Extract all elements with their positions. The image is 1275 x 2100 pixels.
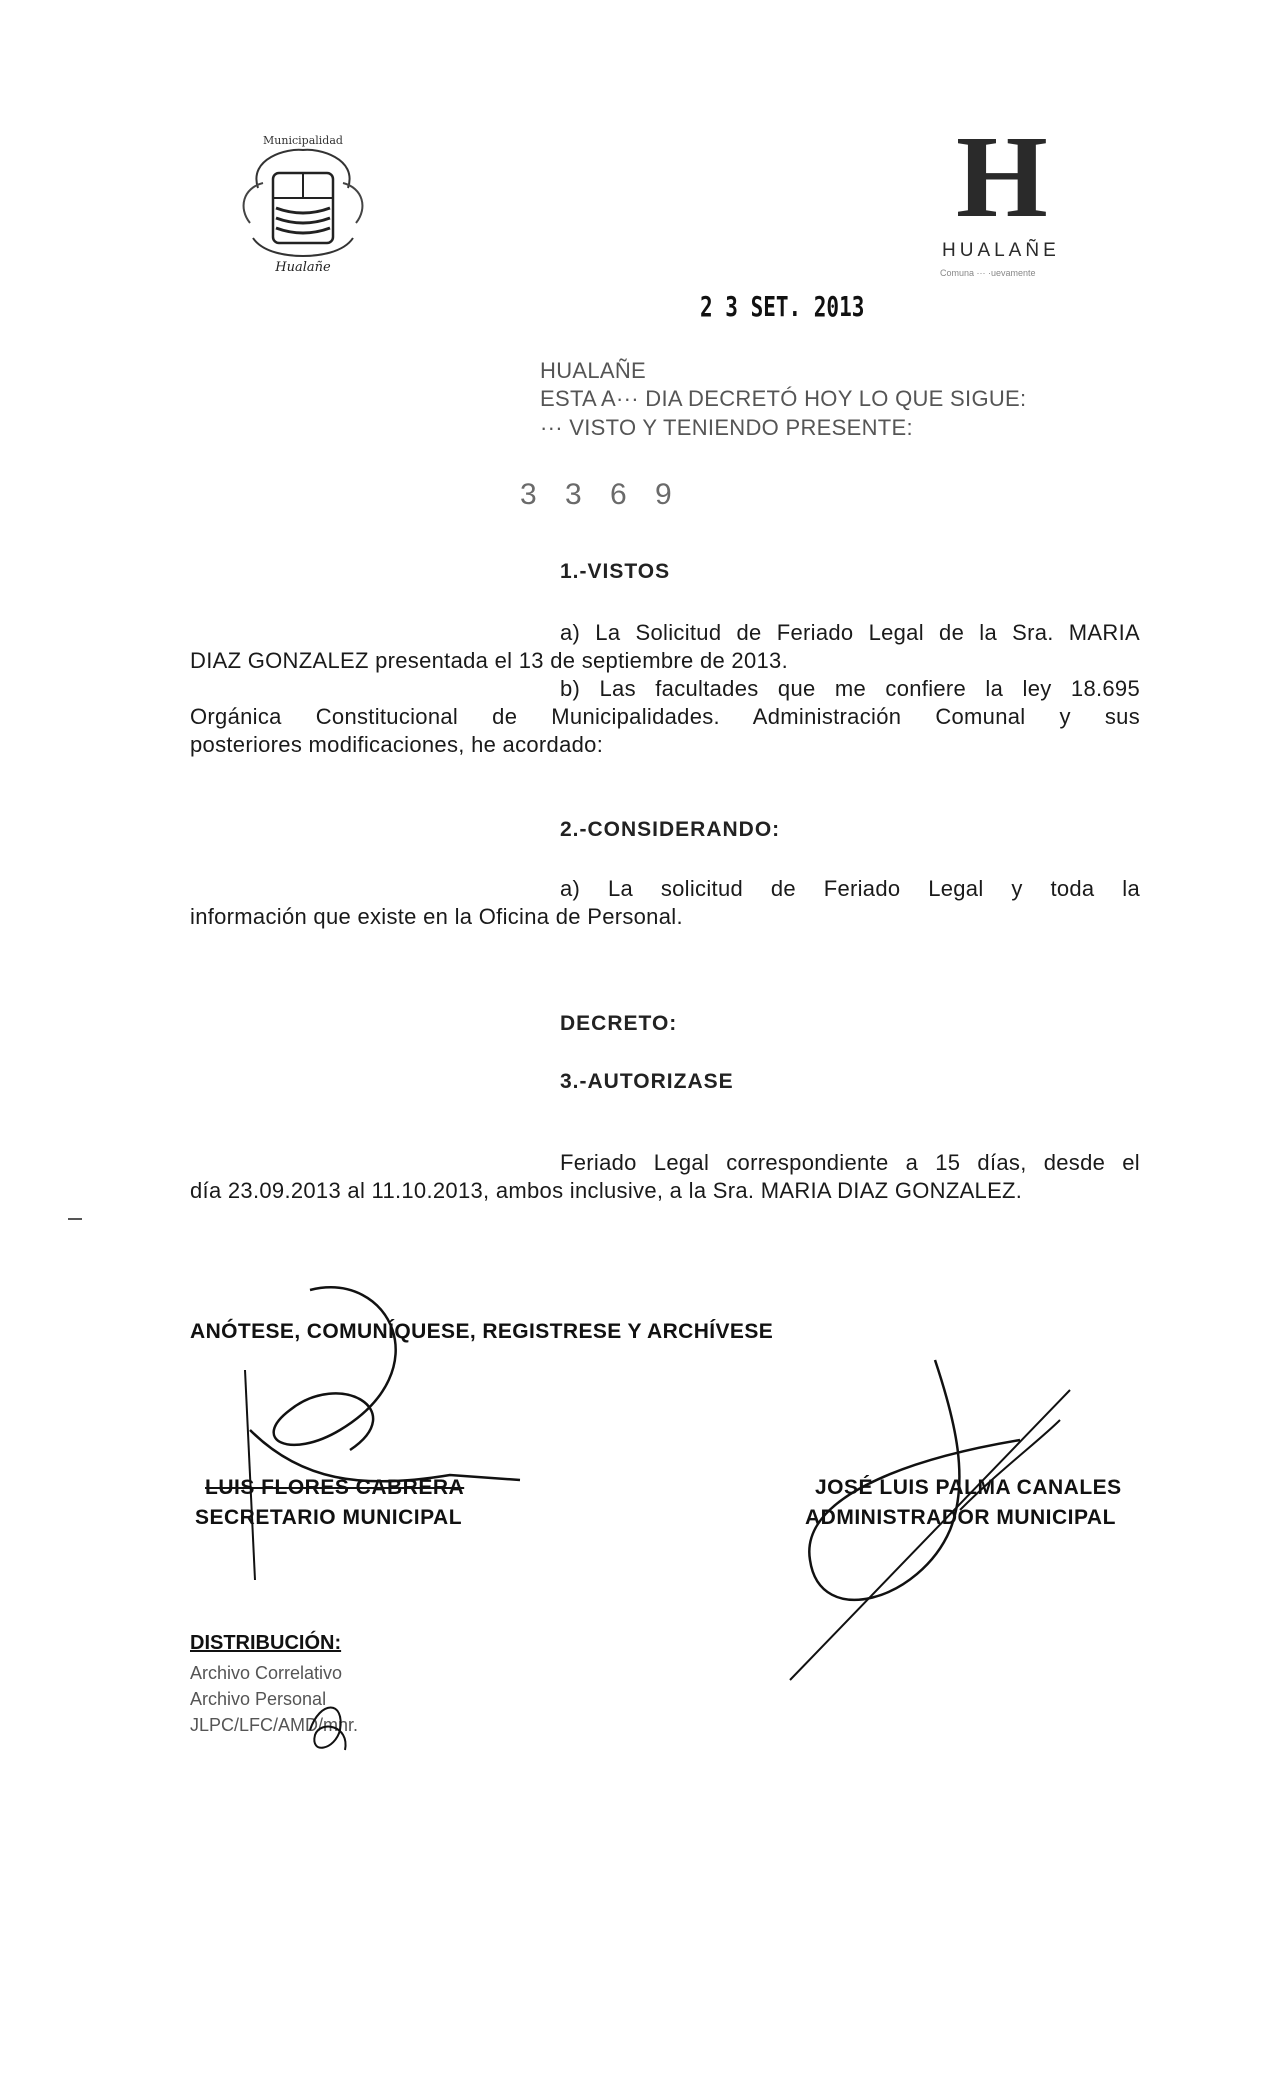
date-stamp: 2 3 SET. 2013 bbox=[700, 290, 865, 323]
vistos-b-line-1: b) Las facultades que me confiere la ley 18.695 bbox=[560, 676, 1140, 701]
left-signatory-name: LUIS FLORES CABRERA bbox=[205, 1476, 465, 1499]
vistos-a-line-2: DIAZ GONZALEZ presentada el 13 de septiembre de 2013. bbox=[190, 648, 788, 673]
intro-line-3: ··· VISTO Y TENIENDO PRESENTE: bbox=[540, 415, 913, 440]
coat-of-arms-icon bbox=[228, 128, 378, 278]
distribution-item: Archivo Correlativo bbox=[190, 1663, 343, 1683]
seal-top-text: Municipalidad bbox=[263, 134, 343, 147]
logo-letter: H bbox=[956, 111, 1048, 242]
closing-formula: ANÓTESE, COMUNÍQUESE, REGISTRESE Y ARCHÍVESE bbox=[190, 1320, 774, 1343]
municipal-seal bbox=[228, 128, 378, 278]
margin-mark bbox=[68, 1218, 82, 1220]
intro-line-2: ESTA A··· DIA DECRETÓ HOY LO QUE SIGUE: bbox=[540, 386, 1027, 411]
vistos-a-line-1: a) La Solicitud de Feriado Legal de la Sra. MARIA bbox=[560, 620, 1140, 645]
distribution-item: JLPC/LFC/AMD/mnr. bbox=[190, 1715, 359, 1735]
distribution-item: Archivo Personal bbox=[190, 1689, 327, 1709]
considerando-a-line-2: información que existe en la Oficina de Personal. bbox=[190, 904, 683, 929]
right-signatory-name: JOSÉ LUIS PALMA CANALES bbox=[815, 1476, 1122, 1499]
intro-line-1: HUALAÑE bbox=[540, 358, 647, 383]
section-vistos-title: 1.-VISTOS bbox=[560, 560, 671, 583]
decreto-title: DECRETO: bbox=[560, 1012, 678, 1035]
considerando-a-line-1: a) La solicitud de Feriado Legal y toda la bbox=[560, 876, 1140, 901]
section-autorizase-title: 3.-AUTORIZASE bbox=[560, 1070, 734, 1093]
seal-bottom-text: Hualañe bbox=[275, 260, 331, 275]
hualane-logo bbox=[918, 111, 1098, 290]
left-signatory-title: SECRETARIO MUNICIPAL bbox=[195, 1506, 463, 1529]
right-signatory-title: ADMINISTRADOR MUNICIPAL bbox=[805, 1506, 1116, 1529]
distribution-title: DISTRIBUCIÓN: bbox=[190, 1632, 342, 1654]
vistos-b-line-3: posteriores modificaciones, he acordado: bbox=[190, 732, 604, 757]
initials-scribble-icon bbox=[300, 1690, 360, 1760]
decree-number: 3 3 6 9 bbox=[520, 478, 682, 511]
autorizase-line-1: Feriado Legal correspondiente a 15 días, desde el bbox=[560, 1150, 1140, 1175]
section-considerando-title: 2.-CONSIDERANDO: bbox=[560, 818, 781, 841]
logo-tagline: Comuna ··· ·uevamente bbox=[940, 268, 1036, 278]
vistos-b-line-2: Orgánica Constitucional de Municipalidades. Administración Comunal y sus bbox=[190, 704, 1140, 729]
logo-name: HUALAÑE bbox=[942, 240, 1060, 261]
autorizase-line-2: día 23.09.2013 al 11.10.2013, ambos inclusive, a la Sra. MARIA DIAZ GONZALEZ. bbox=[190, 1178, 1023, 1203]
